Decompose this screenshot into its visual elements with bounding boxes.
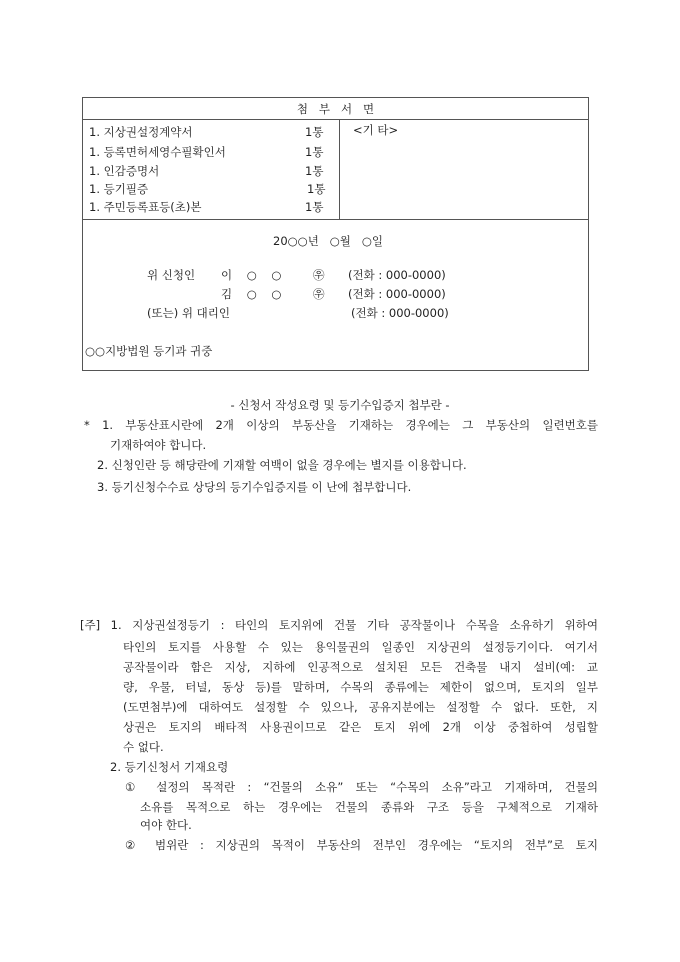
guide-line: 2. 신청인란 등 해당란에 기재할 여백이 없을 경우에는 별지를 이용합니다. (97, 458, 467, 472)
attachment-item-count: 1통 (305, 145, 324, 159)
guide-line: 3. 등기신청수수료 상당의 등기수입증지를 이 난에 첩부합니다. (97, 480, 412, 494)
note-line: (도면첨부)에 대하여도 설정할 수 있으나, 공유지분에는 설정할 수 없다. 또한, 지 (123, 700, 598, 714)
attachment-item-count: 1통 (305, 125, 324, 139)
attachment-item-label: 1. 인감증명서 (89, 164, 160, 178)
attachment-item-label: 1. 지상권설정계약서 (89, 125, 193, 139)
date: 20○○년 ○월 ○일 (273, 234, 384, 248)
applicant-name: 김 ○ ○ (221, 287, 282, 301)
attachment-item-label: 1. 주민등록표등(초)본 (89, 200, 202, 214)
applicant-label: 위 신청인 (147, 268, 196, 282)
note-line: 공작물이라 함은 지상, 지하에 인공적으로 설치된 모든 건축물 내지 설비(예: 교 (123, 660, 598, 674)
note-line: 2. 등기신청서 기재요령 (110, 760, 229, 774)
seal-icon: ㉾ (313, 287, 325, 301)
applicant-name: 이 ○ ○ (221, 268, 282, 282)
note-line: 상권은 토지의 배타적 사용권이므로 같은 토지 위에 2개 이상 중첩하여 성립할 (123, 720, 598, 734)
attachment-item-label: 1. 등기필증 (89, 182, 149, 196)
applicant-phone: (전화 : 000-0000) (348, 268, 446, 282)
note-line: 타인의 토지를 사용할 수 있는 용익물권의 일종인 지상권의 설정등기이다. 여기서 (123, 640, 598, 654)
divider (83, 119, 588, 120)
attachment-item-label: 1. 등록면허세영수필확인서 (89, 145, 226, 159)
note-line: 량, 우물, 터널, 동상 등)를 말하며, 수목의 종류에는 제한이 없으며, 토지의 일부 (123, 680, 598, 694)
attachment-item-count: 1통 (305, 164, 324, 178)
applicant-phone: (전화 : 000-0000) (348, 287, 446, 301)
guide-line: 기재하여야 합니다. (110, 438, 207, 452)
note-line: [주] 1. 지상권설정등기 : 타인의 토지위에 건물 기타 공작물이나 수목을 소유하기 위하여 (80, 618, 598, 632)
note-line: ① 설정의 목적란 : “건물의 소유” 또는 “수목의 소유”라고 기재하며, 건물의 (125, 780, 598, 794)
divider (83, 219, 588, 220)
note-line: ② 범위란 : 지상권의 목적이 부동산의 전부인 경우에는 “토지의 전부”로 토지 (125, 838, 598, 852)
court-name: ○○지방법원 등기과 귀중 (85, 344, 213, 358)
attachments-title: 첨 부 서 면 (296, 102, 375, 116)
guide-line: * 1. 부동산표시란에 2개 이상의 부동산을 기재하는 경우에는 그 부동산의 일련번호를 (84, 418, 598, 432)
note-line: 소유를 목적으로 하는 경우에는 건물의 종류와 구조 등을 구체적으로 기재하 (140, 800, 598, 814)
attachment-item-count: 1통 (307, 182, 326, 196)
agent-label: (또는) 위 대리인 (147, 306, 230, 320)
agent-phone: (전화 : 000-0000) (351, 306, 449, 320)
seal-icon: ㉾ (313, 268, 325, 282)
attachment-item-count: 1통 (305, 200, 324, 214)
attachments-table (82, 97, 589, 371)
note-line: 수 없다. (123, 740, 164, 754)
divider (339, 119, 340, 219)
other-label: <기 타> (353, 123, 399, 137)
guide-title: - 신청서 작성요령 및 등기수입증지 첩부란 - (230, 398, 450, 412)
note-line: 여야 한다. (140, 818, 192, 832)
